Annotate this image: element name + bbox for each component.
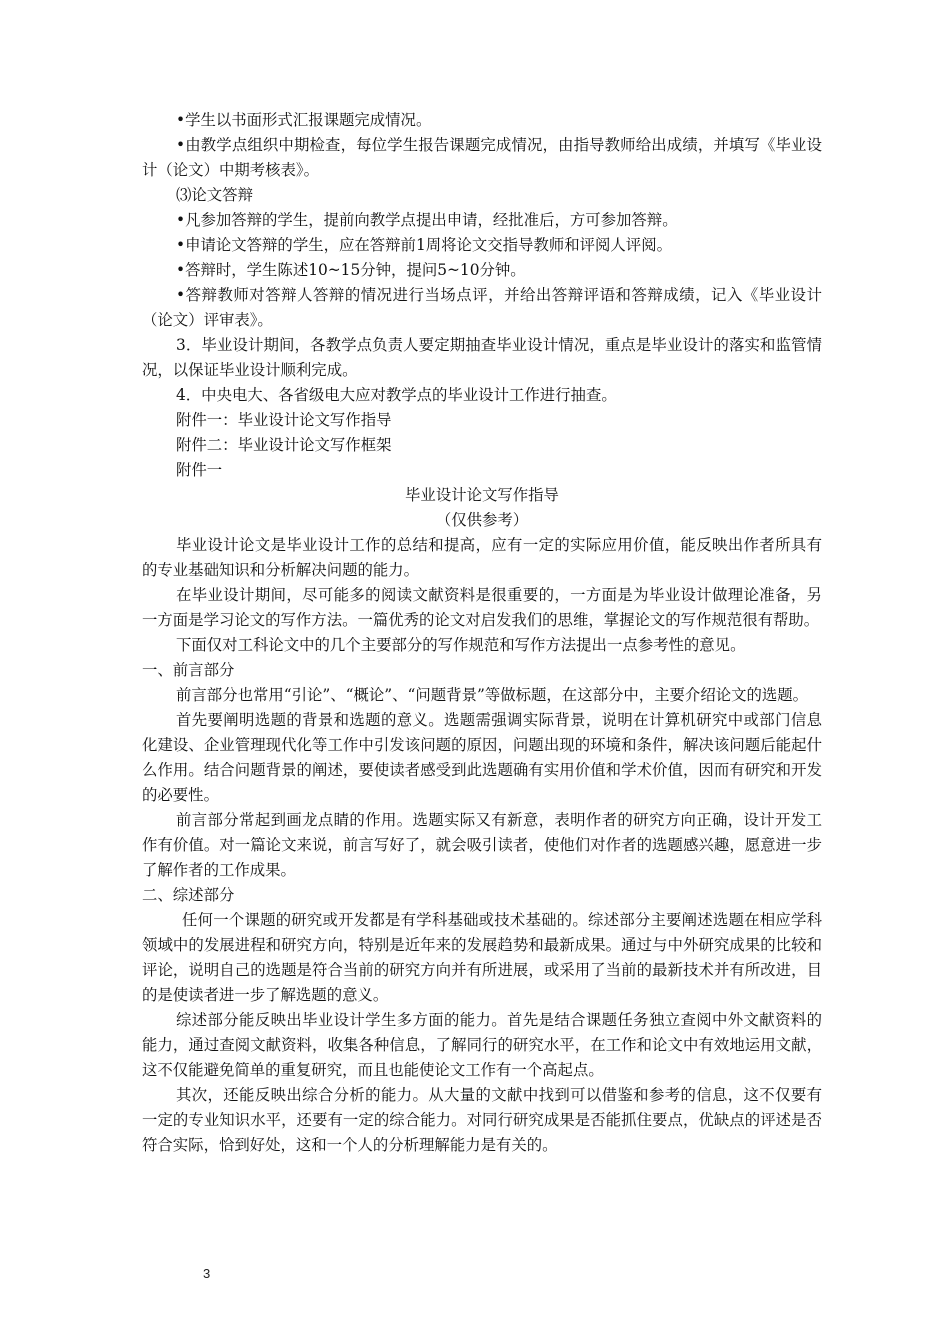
heading-review: 二、综述部分 — [142, 886, 235, 904]
section-subtitle: （仅供参考） — [435, 511, 529, 529]
attachment-label: 附件一 — [176, 461, 223, 479]
heading-preface: 一、前言部分 — [142, 661, 235, 679]
bullet-paragraph: •学生以书面形式汇报课题完成情况。 — [176, 111, 432, 129]
bullet-paragraph: •申请论文答辩的学生，应在答辩前1周将论文交指导教师和评阅人评阅。 — [176, 236, 672, 254]
attachment-line: 附件一：毕业设计论文写作指导 — [176, 411, 392, 429]
section-title: 毕业设计论文写作指导 — [405, 486, 559, 504]
numbered-paragraph: 3．毕业设计期间，各教学点负责人要定期抽查毕业设计情况，重点是毕业设计的落实和监管情况，以保证毕业设计顺利完成。 — [142, 336, 822, 379]
bullet-paragraph: •答辩时，学生陈述10~15分钟，提问5~10分钟。 — [176, 261, 526, 279]
body-paragraph: 综述部分能反映出毕业设计学生多方面的能力。首先是结合课题任务独立查阅中外文献资料的能力，通过查阅文献资料，收集各种信息，了解同行的研究水平，在工作和论文中有效地运用文献，这不仅能避免简单的重复研究，而且也能使论文工作有一个高起点。 — [142, 1011, 822, 1079]
bullet-paragraph: •答辩教师对答辩人答辩的情况进行当场点评，并给出答辩评语和答辩成绩，记入《毕业设计（论文）评审表》。 — [142, 286, 822, 329]
body-paragraph: 任何一个课题的研究或开发都是有学科基础或技术基础的。综述部分主要阐述选题在相应学科领域中的发展进程和研究方向，特别是近年来的发展趋势和最新成果。通过与中外研究成果的比较和评论，说明自己的选题是符合当前的研究方向并有所进展，或采用了当前的最新技术并有所改进，目的是使读者进一步了解选题的意义。 — [142, 911, 822, 1004]
page-number: 3 — [203, 1266, 211, 1281]
attachment-line: 附件二：毕业设计论文写作框架 — [176, 436, 392, 454]
document-body — [142, 108, 822, 1158]
body-paragraph: 在毕业设计期间，尽可能多的阅读文献资料是很重要的，一方面是为毕业设计做理论准备，另一方面是学习论文的写作方法。一篇优秀的论文对启发我们的思维，掌握论文的写作规范很有帮助。 — [142, 586, 822, 629]
body-paragraph: 下面仅对工科论文中的几个主要部分的写作规范和写作方法提出一点参考性的意见。 — [176, 636, 746, 654]
body-paragraph: 前言部分常起到画龙点睛的作用。选题实际又有新意，表明作者的研究方向正确，设计开发工作有价值。对一篇论文来说，前言写好了，就会吸引读者，使他们对作者的选题感兴趣，愿意进一步了解作者的工作成果。 — [142, 811, 822, 879]
body-paragraph: 前言部分也常用“引论”、“概论”、“问题背景”等做标题，在这部分中，主要介绍论文的选题。 — [176, 686, 809, 704]
body-paragraph: 其次，还能反映出综合分析的能力。从大量的文献中找到可以借鉴和参考的信息，这不仅要有一定的专业知识水平，还要有一定的综合能力。对同行研究成果是否能抓住要点，优缺点的评述是否符合实际，恰到好处，这和一个人的分析理解能力是有关的。 — [142, 1086, 822, 1154]
subheading-thesis-defense: ⑶论文答辩 — [176, 186, 253, 204]
numbered-paragraph: 4．中央电大、各省级电大应对教学点的毕业设计工作进行抽查。 — [176, 386, 617, 404]
body-paragraph: 首先要阐明选题的背景和选题的意义。选题需强调实际背景，说明在计算机研究中或部门信息化建设、企业管理现代化等工作中引发该问题的原因，问题出现的环境和条件，解决该问题后能起什么作用。结合问题背景的阐述，要使读者感受到此选题确有实用价值和学术价值，因而有研究和开发的必要性。 — [142, 711, 822, 804]
bullet-paragraph: •由教学点组织中期检查，每位学生报告课题完成情况，由指导教师给出成绩，并填写《毕业设计（论文）中期考核表》。 — [142, 136, 822, 179]
bullet-paragraph: •凡参加答辩的学生，提前向教学点提出申请，经批准后，方可参加答辩。 — [176, 211, 678, 229]
body-paragraph: 毕业设计论文是毕业设计工作的总结和提高，应有一定的实际应用价值，能反映出作者所具有的专业基础知识和分析解决问题的能力。 — [142, 536, 822, 579]
